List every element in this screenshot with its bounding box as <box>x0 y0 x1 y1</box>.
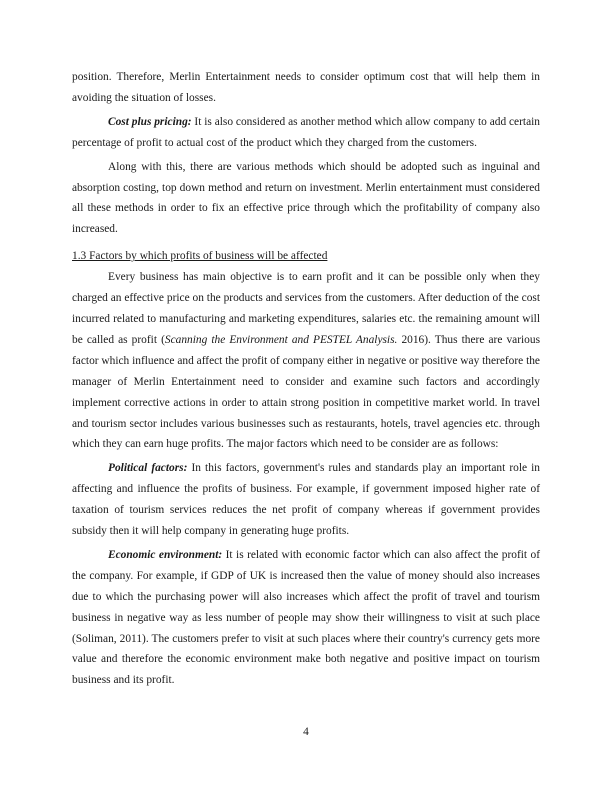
paragraph-text: 2016). Thus there are various factor which influence and affect the profit of company either in negative or positive way therefore the manager of Merlin Entertainment need to consider and examine such factors and accordingly implement corrective actions in order to attain strong position in competitive market world. In travel and tourism sector includes various businesses such as restaurants, hotels, travel agencies etc. through which they can earn huge profits. The major factors which need to be consider are as follows: <box>72 333 541 451</box>
term-label: Cost plus pricing: <box>108 115 192 128</box>
paragraph-profit <box>72 267 540 455</box>
paragraph-continuation <box>72 67 540 109</box>
paragraph-cost-plus-pricing <box>72 112 540 154</box>
paragraph-text: In this factors, government's rules and standards play an important role in affecting and influence the profits of business. For example, if government imposed higher rate of taxation of tourism services reduces the net profit of company whereas if government provides subsidy then it will help company in generating huge profits. <box>72 462 540 538</box>
paragraph-economic-environment <box>72 545 540 691</box>
page-number: 4 <box>303 726 309 738</box>
body-text <box>72 67 540 691</box>
paragraph-text: It is also considered as another method which allow company to add certain percentage of profit to actual cost of the product which they charged from the customers. <box>72 115 540 149</box>
citation: Scanning the Environment and PESTEL Analysis. <box>164 333 398 346</box>
section-heading: 1.3 Factors by which profits of business will be affected <box>72 250 328 263</box>
paragraph-text: Along with this, there are various methods which should be adopted such as inguinal and absorption costing, top down method and return on investment. Merlin entertainment must considered all these methods in order to fix an effective price through which the profitability of company also increased. <box>72 160 540 236</box>
paragraph-political-factors <box>72 458 540 542</box>
paragraph-text: position. Therefore, Merlin Entertainment needs to consider optimum cost that will help them in avoiding the situation of losses. <box>72 71 540 104</box>
term-label: Economic environment: <box>108 548 223 561</box>
paragraph-text: Every business has main objective is to earn profit and it can be possible only when they charged an effective price on the products and services from the customers. After deduction of the cost incurred related to manufacturing and marketing expenditures, salaries etc. the remaining amount will be called as profit ( <box>72 271 540 346</box>
term-label: Political factors: <box>108 462 188 475</box>
paragraph-methods <box>72 157 540 241</box>
paragraph-text: It is related with economic factor which can also affect the profit of the company. For example, if GDP of UK is increased then the value of money should also increases due to which the purchasing power will also increases which affect the profit of travel and tourism business in negative way as less number of people may show their willingness to visit at such place (Soliman, 2011). The customers prefer to visit at such places where their country's currency gets more value and therefore the economic environment make both negative and positive impact on tourism business and its profit. <box>72 548 540 687</box>
